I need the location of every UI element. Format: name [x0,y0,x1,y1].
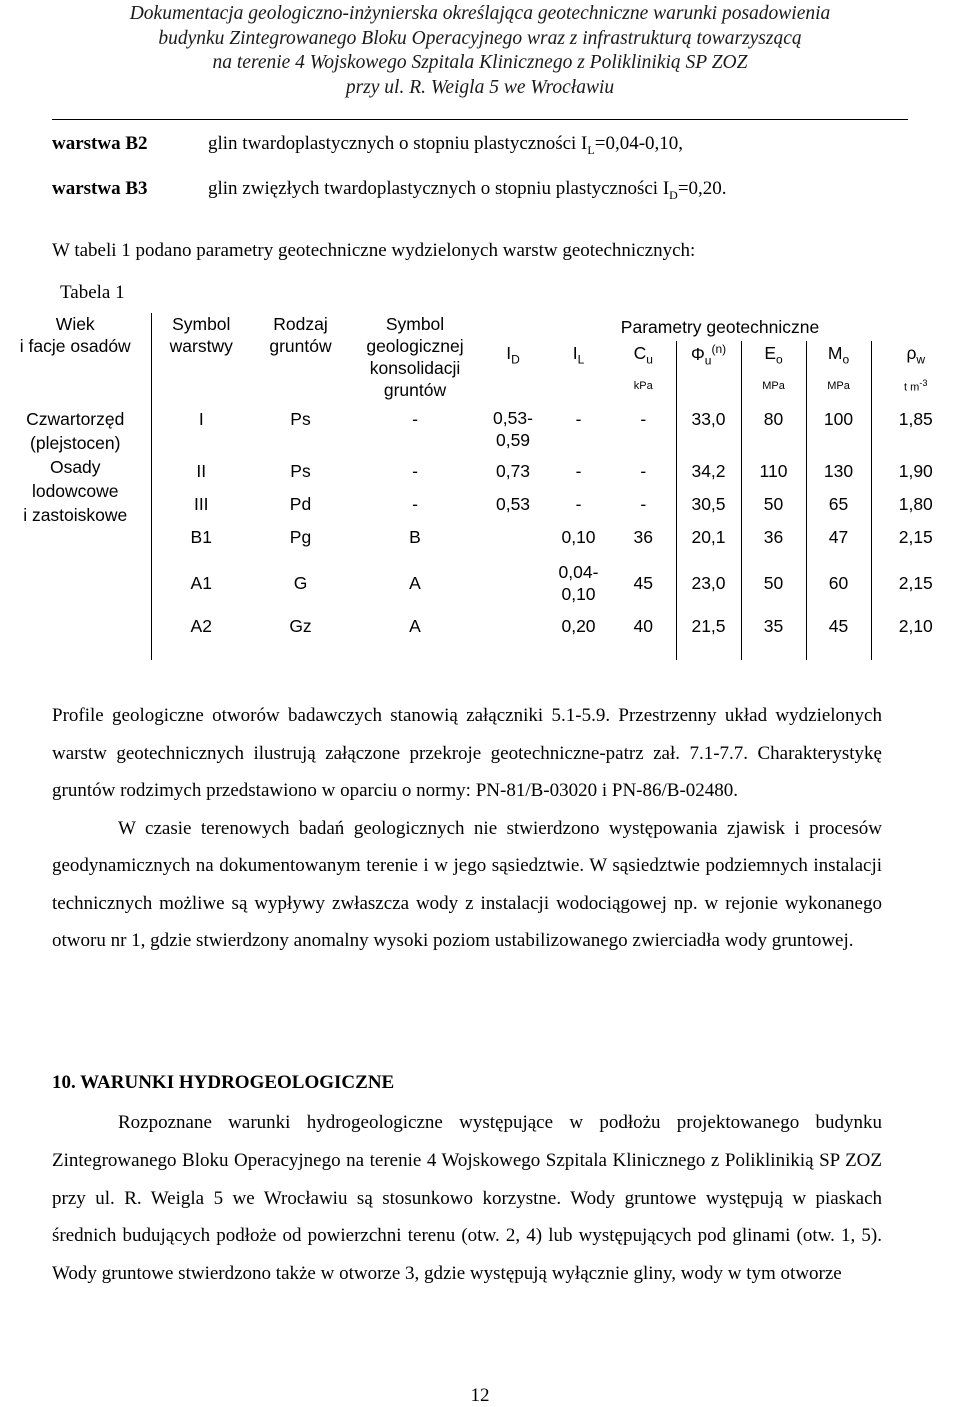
section-body [52,1104,882,1293]
cell-soil: Ps [290,461,311,481]
cell-geo: - [412,494,418,514]
cell-symbol: B1 [190,527,212,547]
cell-geo: B [409,527,421,547]
cell-mo: 45 [806,612,871,660]
cell-rho: 2,15 [871,521,960,554]
cell-phi: 30,5 [676,488,741,521]
layer-name: warstwa B3 [52,178,148,199]
cell-mo: 47 [806,521,871,554]
cell-id [480,521,546,554]
cell-il: 0,20 [561,616,596,636]
header-line-3: na terenie 4 Wojskowego Szpitala Klinicznego z Poliklinikią SP ZOZ [212,52,748,73]
header-line-2: budynku Zintegrowanego Bloku Operacyjnego wraz z infrastrukturą towarzyszącą [158,27,802,49]
paragraph: Profile geologiczne otworów badawczych stanowią załączniki 5.1-5.9. Przestrzenny układ wydzielonych warstw geotechnicznych ilustrują załączone przekroje geotechniczne-patrz zał. 7.1-7.7. Charakterystykę gruntów rodzimych przedstawiono w oparciu o normy: PN-81/B-03020 i PN-86/B-02480. [52,705,882,801]
header-mo: $M_o$ [806,341,871,369]
cell-eo: 36 [741,521,806,554]
paragraph: W czasie terenowych badań geologicznych nie stwierdzono występowania zjawisk i procesów geodynamicznych na dokumentowanym terenie i w jego sąsiedztwie. W sąsiedztwie podziemnych instalacji technicznych możliwe są wypływy zwłaszcza wody z instalacji wodociągowej np. w rejonie wykonanego otworu nr 1, gdzie stwierdzony anomalny wysoki poziom ustabilizowanego zwierciadła wody gruntowej. [52,817,882,951]
cell-phi: 34,2 [676,455,741,488]
header-line-1: Dokumentacja geologiczno-inżynierska określająca geotechniczne warunki posadowienia [129,3,831,24]
cell-id: 0,73 [495,461,531,481]
header-il: $I_L$ [572,343,585,367]
header-parameters: Parametry geotechniczne [620,316,820,337]
unit-cu: kPa [633,380,653,392]
unit-eo: MPa [741,369,806,403]
layer-description: glin twardoplastycznych o stopniu plastyczności I [208,133,588,154]
cell-geo: A [409,572,421,593]
cell-soil: Ps [290,409,311,429]
document-header [0,2,960,100]
cell-soil: G [293,572,308,593]
cell-il: 0,04- 0,10 [558,562,599,604]
cell-symbol: A2 [151,612,251,660]
cell-rho: 2,10 [871,612,960,660]
cell-symbol: III [193,494,209,514]
table-row [0,403,960,455]
cell-phi: 33,0 [676,403,741,455]
cell-rho: 2,15 [871,554,960,612]
cell-mo: 130 [806,455,871,488]
layer-definition-b2: warstwa B2 glin twardoplastycznych o stopniu plastyczności $I_L=0,04-0,10$, [52,133,684,157]
cell-rho: 1,80 [871,488,960,521]
cell-il: 0,10 [561,527,596,547]
header-phi: $\Phi_u^{(n)}$ [676,341,741,369]
header-soil-type: Rodzaj gruntów [269,314,332,356]
cell-cu: - [640,409,647,429]
cell-mo: 100 [806,403,871,455]
cell-il: - [575,409,582,429]
cell-rho: 1,90 [871,455,960,488]
paragraph: Rozpoznane warunki hydrogeologiczne występujące w podłożu projektowanego budynku Zintegrowanego Bloku Operacyjnego na terenie 4 Wojskowego Szpitala Klinicznego z Poliklinikią SP ZOZ przy ul. R. Weigla 5 we Wrocławiu są stosunkowo korzystne. Wody gruntowe występują w piaskach średnich budujących podłoże od powierzchni terenu (otw. 2, 4) lub występujących pod glinami (otw. 1, 5). Wody gruntowe stwierdzono także w otworze 3, gdzie występują wyłącznie gliny, wody w tym otworze [52,1112,882,1285]
cell-phi: 21,5 [676,612,741,660]
cell-soil: Pg [289,527,312,547]
cell-eo: 50 [741,488,806,521]
header-id: $I_D$ [506,343,520,367]
cell-soil: Gz [289,616,312,636]
cell-eo: 80 [741,403,806,455]
cell-id [480,554,546,612]
cell-cu: 36 [633,527,653,547]
cell-eo: 50 [741,554,806,612]
body-text [52,697,882,960]
geotechnical-parameters-table [0,313,960,660]
header-divider [52,119,908,120]
cell-phi: 20,1 [676,521,741,554]
unit-mo: MPa [806,369,871,403]
cell-symbol: I [198,409,204,429]
header-rho: $\rho_w$ [871,341,960,369]
cell-soil: Pd [289,494,312,514]
cell-cu: - [640,494,647,514]
cell-cu: - [640,461,647,481]
cell-cu: 45 [633,572,653,593]
header-geo-symbol: Symbol geologicznej konsolidacji gruntów [366,314,464,400]
unit-rho: t $m^{-3}$ [871,369,960,403]
cell-geo: A [409,616,421,636]
cell-eo: 110 [741,455,806,488]
table-intro: W tabeli 1 podano parametry geotechniczne wydzielonych warstw geotechnicznych: [52,240,696,261]
table-header-row [0,313,960,341]
cell-mo: 65 [806,488,871,521]
header-cu: $C_u$ [633,343,653,367]
layer-description: glin zwięzłych twardoplastycznych o stopniu plastyczności I [208,178,670,199]
layer-definition-b3: warstwa B3 glin zwięzłych twardoplastycznych o stopniu plastyczności $I_D=0,20$. [52,178,727,202]
table-title: Tabela 1 [60,282,125,303]
cell-id [480,612,546,660]
cell-cu: 40 [633,616,653,636]
header-layer-symbol: Symbol warstwy [169,314,233,356]
cell-geo: - [412,461,418,481]
header-line-4: przy ul. R. Weigla 5 we Wrocławiu [345,76,615,98]
age-facies-label: Czwartorzęd (plejstocen) Osady lodowcowe i zastoiskowe [0,403,151,660]
cell-eo: 35 [741,612,806,660]
header-eo: $E_o$ [741,341,806,369]
cell-rho: 1,85 [871,403,960,455]
cell-id: 0,53 [495,494,531,514]
cell-il: - [575,461,582,481]
section-heading: 10. WARUNKI HYDROGEOLOGICZNE [52,1072,395,1093]
header-age: Wiek i facje osadów [0,313,151,403]
cell-symbol: II [196,461,207,481]
cell-symbol: A1 [190,572,212,593]
cell-phi: 23,0 [676,554,741,612]
page-number: 12 [470,1385,490,1406]
cell-geo: - [412,409,418,429]
cell-il: - [575,494,582,514]
cell-mo: 60 [806,554,871,612]
cell-id: 0,53- 0,59 [493,408,533,450]
layer-name: warstwa B2 [52,133,148,154]
